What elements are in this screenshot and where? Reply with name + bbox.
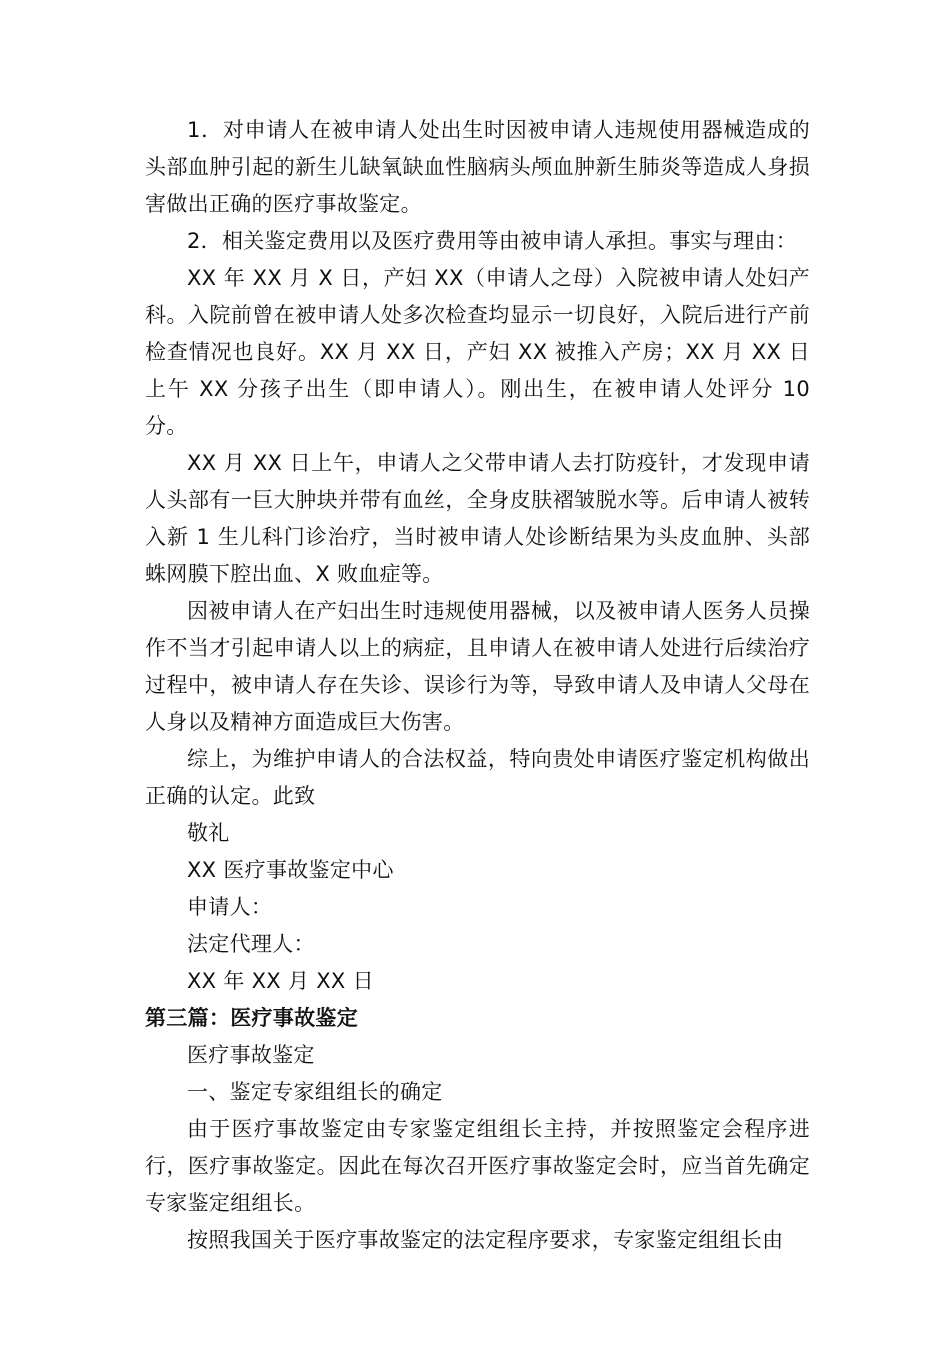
paragraph-section-body-2: 按照我国关于医疗事故鉴定的法定程序要求，专家鉴定组组长由 [187,1228,784,1252]
section-subtitle: 医疗事故鉴定 [187,1043,315,1067]
closing-date: XX 年 XX 月 XX 日 [187,969,374,993]
section-subheading: 一、鉴定专家组组长的确定 [187,1080,443,1104]
section-heading: 第三篇：医疗事故鉴定 [145,1006,358,1030]
paragraph-facts-discovery: XX 月 XX 日上午，申请人之父带申请人去打防疫针，才发现申请人头部有一巨大肿块并带有血丝，全身皮肤褶皱脱水等。后申请人被转入新 1 生儿科门诊治疗，当时被申请人处诊断结果为头皮血肿、头部蛛网膜下腔出血、X 败血症等。 [145,451,810,586]
paragraph-conclusion: 综上，为维护申请人的合法权益，特向贵处申请医疗鉴定机构做出正确的认定。此致 [145,747,810,808]
closing-applicant: 申请人： [187,895,273,919]
closing-recipient: XX 医疗事故鉴定中心 [187,858,394,882]
closing-salutation: 敬礼 [187,821,230,845]
paragraph-facts-admission: XX 年 XX 月 X 日，产妇 XX（申请人之母）入院被申请人处妇产科。入院前曾在被申请人处多次检查均显示一切良好，入院后进行产前检查情况也良好。XX 月 XX 日，产妇 XX 被推入产房；XX 月 XX 日上午 XX 分孩子出生（即申请人）。刚出生，在被申请人处评分 10 分。 [145,266,810,438]
closing-legal-representative: 法定代理人： [187,932,315,956]
paragraph-item-2: 2．相关鉴定费用以及医疗费用等由被申请人承担。事实与理由： [187,229,798,253]
paragraph-section-body-1: 由于医疗事故鉴定由专家鉴定组组长主持，并按照鉴定会程序进行，医疗事故鉴定。因此在每次召开医疗事故鉴定会时，应当首先确定专家鉴定组组长。 [145,1117,810,1215]
paragraph-facts-cause: 因被申请人在产妇出生时违规使用器械，以及被申请人医务人员操作不当才引起申请人以上的病症，且申请人在被申请人处进行后续治疗过程中，被申请人存在失诊、误诊行为等，导致申请人及申请人父母在人身以及精神方面造成巨大伤害。 [145,599,810,734]
document-page [145,112,810,1259]
paragraph-item-1: 1．对申请人在被申请人处出生时因被申请人违规使用器械造成的头部血肿引起的新生儿缺氧缺血性脑病头颅血肿新生肺炎等造成人身损害做出正确的医疗事故鉴定。 [145,118,810,216]
